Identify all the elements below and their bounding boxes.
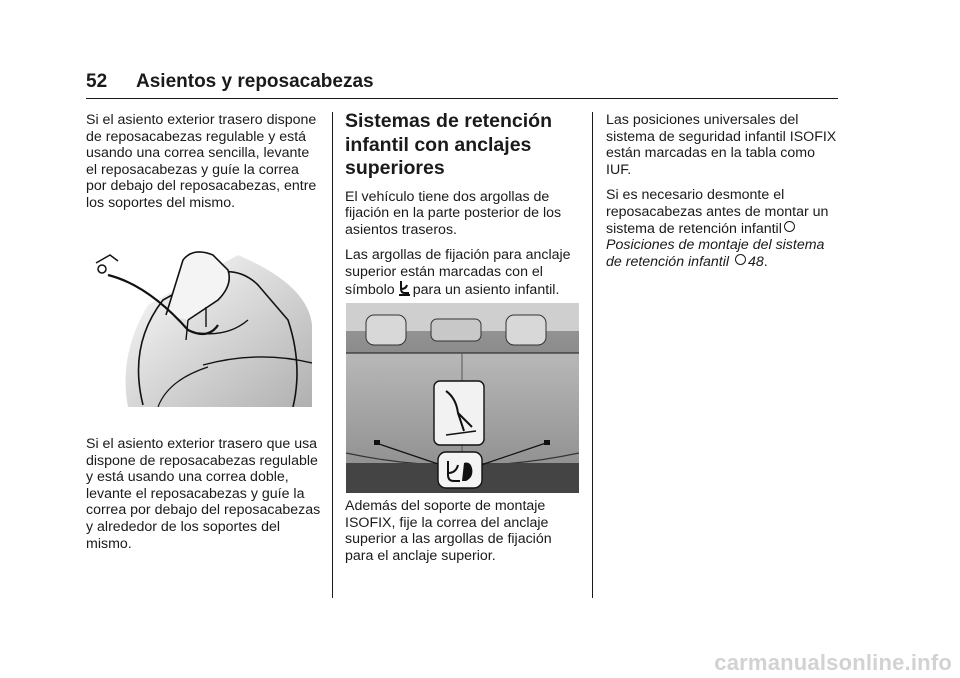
col1-paragraph-1: Si el asiento exterior trasero dispone de reposacabezas regulable y está usando una correa sencilla, levante el reposacabezas y guíe la correa por debajo del reposacabezas, entre los soportes del mismo. [86, 112, 317, 211]
circle-reference-icon [735, 254, 746, 265]
column-divider-1 [332, 112, 333, 598]
section-title: Asientos y reposacabezas [136, 71, 374, 92]
col1-paragraph-2: Si el asiento exterior trasero que usa dispone de reposacabezas regulable y está usando una correa doble, levante el reposacabezas y guíe la correa por debajo del reposacabezas y alrededor de los soportes del mismo. [86, 436, 321, 552]
col3-paragraph-2: Si es necesario desmonte el reposacabezas antes de montar un sistema de retención infantil Posiciones de montaje del sistema de retención infantil 48. [606, 187, 829, 270]
col2-paragraph-1: El vehículo tiene dos argollas de fijación en la parte posterior de los asientos traseros. [345, 188, 562, 238]
figure-rear-seat-anchors [346, 303, 579, 493]
col2-paragraph-2-end: para un asiento infantil. [412, 282, 560, 299]
top-tether-anchor-icon [397, 280, 411, 301]
cross-reference-page[interactable]: 48 [748, 253, 764, 270]
figure-single-tether-headrest [88, 245, 312, 407]
column-divider-2 [592, 112, 593, 598]
cross-reference-link[interactable]: Posiciones de montaje del sistema de retención infantil [606, 237, 825, 270]
page-header [86, 70, 838, 94]
section-heading: Sistemas de retención infantil con anclajes superiores [345, 110, 552, 179]
col2-paragraph-3: Además del soporte de montaje ISOFIX, fije la correa del anclaje superior a las argollas de fijación para el anclaje superior. [345, 498, 552, 564]
column-3 [606, 112, 838, 279]
column-2-lower [345, 498, 581, 573]
circle-reference-icon [784, 221, 795, 232]
page-number: 52 [86, 71, 108, 92]
col3-paragraph-1: Las posiciones universales del sistema de seguridad infantil ISOFIX están marcadas en la tabla como IUF. [606, 112, 837, 178]
column-1 [86, 112, 321, 221]
col2-paragraph-2 [345, 247, 581, 301]
column-1-lower [86, 436, 321, 561]
header-rule [86, 98, 838, 99]
watermark: carmanualsonline.info [714, 650, 952, 675]
col2-paragraph-2-text: Las argollas de fijación para anclaje superior están marcadas con el símbolo [345, 247, 571, 299]
column-2 [345, 110, 581, 310]
